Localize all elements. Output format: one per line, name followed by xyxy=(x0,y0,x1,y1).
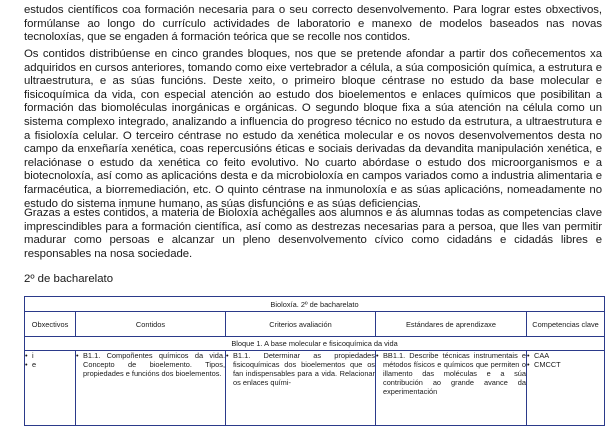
table-row xyxy=(25,351,605,426)
block-title: Bloque 1. A base molecular e fisicoquímica da vida xyxy=(25,337,605,351)
header-objectives: Obxectivos xyxy=(25,312,76,337)
header-criteria: Criterios avaliación xyxy=(226,312,376,337)
table-title-row xyxy=(25,297,605,312)
table-header-row xyxy=(25,312,605,337)
objective-item: • e xyxy=(25,360,75,369)
objective-item: • i xyxy=(25,351,75,360)
contents-paragraph: Os contidos distribúense en cinco grandes bloques, nos que se pretende afondar a partir dos coñecementos xa adquiridos en cursos anteriores, tomando como eixe vertebrador a célula, a súa composición química, a estrutura e ultraestrutura, e as súas funcións. Deste xeito, o primeiro bloque céntrase no estudo da base molecular e fisicoquímica da vida, con especial atención ao estudo dos bioelementos e enlaces químicos que posibilitan a formación das biomoléculas inorgánicas e orgánicas. O segundo bloque fixa a súa atención na célula como un sistema complexo integrado, analizando a influencia do progreso técnico no estudo da estrutura, a ultraestrutura e a fisioloxía celular. O terceiro céntrase no estudo da xenética molecular e os novos desenvolvementos desta no campo da enxeñaría xenética, coas repercusións éticas e sociais derivadas da devandita manipulación xenética, e relaciónase o estudo da xenética co feito evolutivo. No cuarto abórdase o estudo dos microorganismos e a biotecnoloxía, así como as aplicacións desta e da microbioloxía en campos variados como a industria alimentaria e farmacéutica, a biorremediación, etc. O quinto céntrase na inmunoloxía e as súas aplicacións, nomeadamente no estudo do sistema inmune humano, as súas disfuncións e as súas deficiencias. xyxy=(24,48,602,210)
cell-standards xyxy=(376,351,527,426)
criteria-item: • B1.1. Determinar as propiedades fisicoquímicas dos bioelementos que os fan indispensables para a vida. Relacionar os enlaces quími- xyxy=(226,351,375,387)
competences-paragraph: Grazas a estes contidos, a materia de Bioloxía achégalles aos alumnos e ás alumnas todas as competencias clave imprescindibles para a formación científica, así como as destrezas necesarias para a persoa, que lles van permitir madurar como persoas e alcanzar un pleno desenvolvemento cívico como cidadáns e cidadás libres e responsables na nosa sociedade. xyxy=(24,207,602,260)
header-contents: Contidos xyxy=(76,312,226,337)
competence-item: • CAA xyxy=(527,351,604,360)
cell-contents xyxy=(76,351,226,426)
cell-objectives xyxy=(25,351,76,426)
competence-item: • CMCCT xyxy=(527,360,604,369)
table-title: Bioloxía. 2º de bacharelato xyxy=(25,297,605,312)
intro-paragraph: estudos científicos coa formación necesaria para o seu correcto desenvolvemento. Para lograr estes obxectivos, formúlanse ao longo do currículo actividades de laboratorio e manexo de modelos baseados nas novas tecnoloxías, que se engaden á formación teórica que se recolle nos contidos. xyxy=(24,4,602,44)
header-competences: Competencias clave xyxy=(527,312,605,337)
curriculum-table xyxy=(24,296,605,426)
block-row xyxy=(25,337,605,351)
contents-item: • B1.1. Compoñentes químicos da vida. Concepto de bioelemento. Tipos, propiedades e funcións dos bioelementos. xyxy=(76,351,225,378)
standards-item: • BB1.1. Describe técnicas instrumentais e métodos físicos e químicos que permiten o illamento das moléculas e a súa contribución ao grande avance da experimentación xyxy=(376,351,526,396)
section-heading: 2º de bacharelato xyxy=(24,273,114,285)
header-standards: Estándares de aprendizaxe xyxy=(376,312,527,337)
cell-competences xyxy=(527,351,605,426)
cell-criteria xyxy=(226,351,376,426)
